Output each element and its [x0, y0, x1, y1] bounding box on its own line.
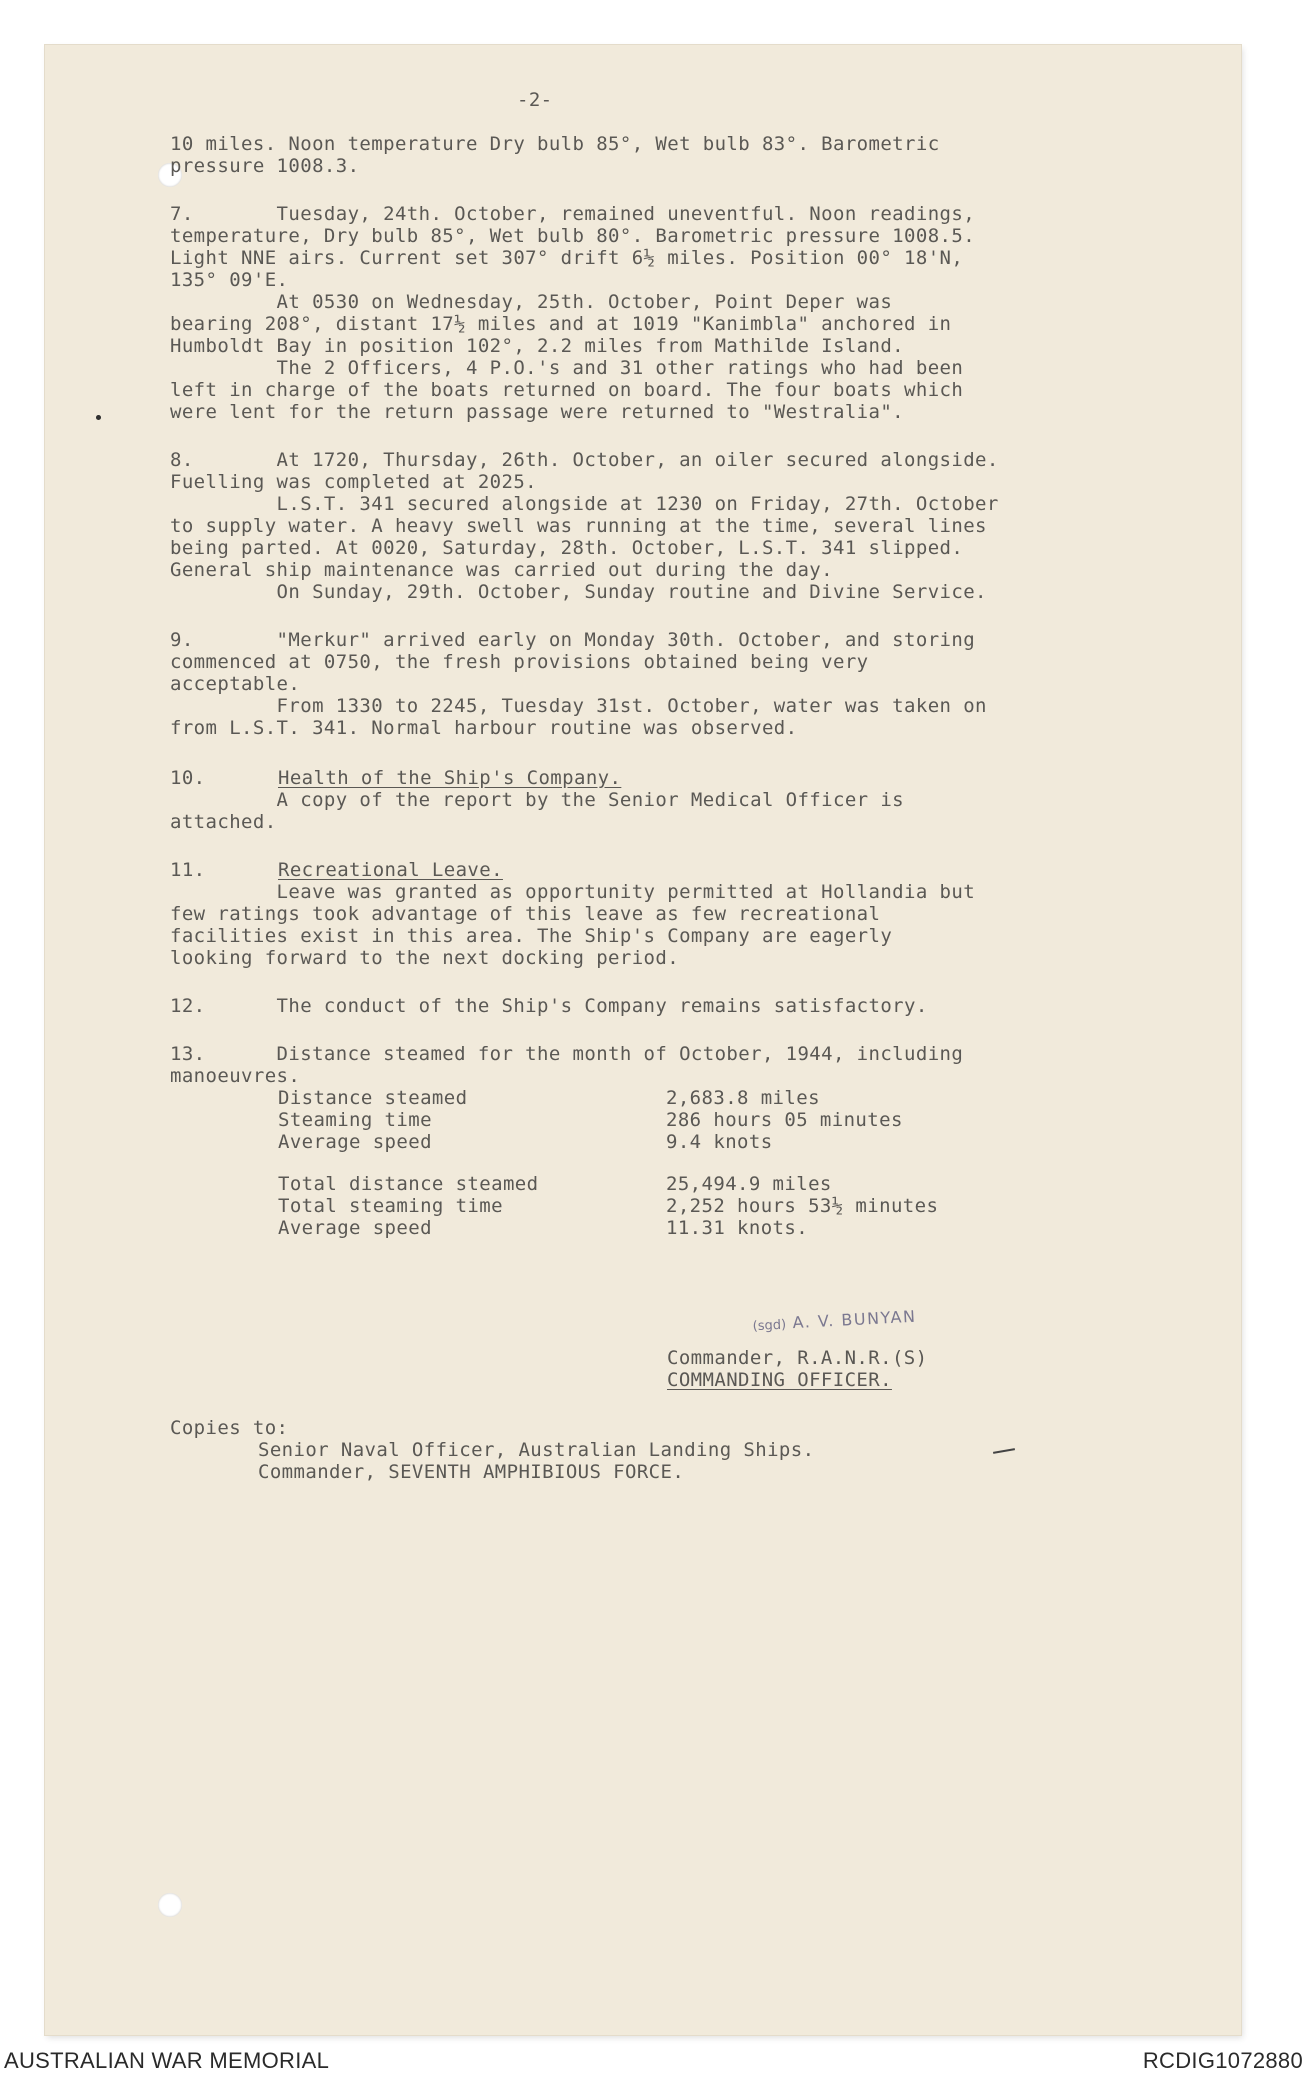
signature-rank: Commander, R.A.N.R.(S)	[667, 1347, 928, 1369]
copies-recipient: Senior Naval Officer, Australian Landing Ships.	[258, 1439, 815, 1461]
text-line: 12. The conduct of the Ship's Company remains satisfactory.	[170, 995, 928, 1017]
text-line: manoeuvres.	[170, 1065, 301, 1087]
text-line: being parted. At 0020, Saturday, 28th. October, L.S.T. 341 slipped.	[170, 537, 964, 559]
stat-value: 9.4 knots	[666, 1131, 773, 1153]
section-number: 10.	[170, 767, 206, 789]
text-line: Light NNE airs. Current set 307° drift 6½ miles. Position 00° 18'N,	[170, 247, 964, 269]
text-line: attached.	[170, 811, 277, 833]
document-sheet	[45, 45, 1241, 2035]
signature-title: COMMANDING OFFICER.	[667, 1369, 892, 1391]
text-line: commenced at 0750, the fresh provisions obtained being very	[170, 651, 869, 673]
section-heading-health: Health of the Ship's Company.	[278, 767, 622, 789]
text-line: Leave was granted as opportunity permitted at Hollandia but	[170, 881, 976, 903]
text-line: 9. "Merkur" arrived early on Monday 30th. October, and storing	[170, 629, 976, 651]
stat-label: Total distance steamed	[278, 1173, 539, 1195]
section-heading-leave: Recreational Leave.	[278, 859, 503, 881]
text-line: 8. At 1720, Thursday, 26th. October, an oiler secured alongside.	[170, 449, 999, 471]
text-line: 10 miles. Noon temperature Dry bulb 85°, Wet bulb 83°. Barometric	[170, 133, 940, 155]
text-line: The 2 Officers, 4 P.O.'s and 31 other ratings who had been	[170, 357, 964, 379]
page-number: -2-	[517, 89, 553, 111]
text-line: facilities exist in this area. The Ship's Company are eagerly	[170, 925, 893, 947]
stat-label: Distance steamed	[278, 1087, 468, 1109]
text-line: General ship maintenance was carried out during the day.	[170, 559, 833, 581]
stat-label: Steaming time	[278, 1109, 432, 1131]
stat-label: Total steaming time	[278, 1195, 503, 1217]
stat-value: 2,252 hours 53½ minutes	[666, 1195, 939, 1217]
text-line: from L.S.T. 341. Normal harbour routine was observed.	[170, 717, 798, 739]
text-line: Humboldt Bay in position 102°, 2.2 miles from Mathilde Island.	[170, 335, 905, 357]
stamp-prefix: (sgd)	[752, 1317, 787, 1335]
stat-value: 2,683.8 miles	[666, 1087, 820, 1109]
text-line: Fuelling was completed at 2025.	[170, 471, 538, 493]
text-line: looking forward to the next docking period.	[170, 947, 680, 969]
footer-left: AUSTRALIAN WAR MEMORIAL	[4, 2048, 330, 2073]
text-line: 7. Tuesday, 24th. October, remained uneventful. Noon readings,	[170, 203, 976, 225]
copies-label: Copies to:	[170, 1417, 289, 1439]
text-line: were lent for the return passage were returned to "Westralia".	[170, 401, 905, 423]
stat-label: Average speed	[278, 1217, 432, 1239]
stat-label: Average speed	[278, 1131, 432, 1153]
footer-right: RCDIG1072880	[1142, 2048, 1303, 2073]
stat-value: 25,494.9 miles	[666, 1173, 832, 1195]
text-line: 13. Distance steamed for the month of October, 1944, including	[170, 1043, 964, 1065]
text-line: pressure 1008.3.	[170, 155, 360, 177]
text-line: L.S.T. 341 secured alongside at 1230 on Friday, 27th. October	[170, 493, 999, 515]
stat-value: 11.31 knots.	[666, 1217, 809, 1239]
text-line: to supply water. A heavy swell was running at the time, several lines	[170, 515, 987, 537]
text-line: At 0530 on Wednesday, 25th. October, Point Deper was	[170, 291, 893, 313]
text-line: bearing 208°, distant 17½ miles and at 1019 "Kanimbla" anchored in	[170, 313, 952, 335]
stamp-name: A. V. BUNYAN	[792, 1306, 917, 1333]
typed-text-block	[45, 45, 1241, 1563]
text-line: temperature, Dry bulb 85°, Wet bulb 80°. Barometric pressure 1008.5.	[170, 225, 976, 247]
text-line: 135° 09'E.	[170, 269, 289, 291]
text-line: few ratings took advantage of this leave as few recreational	[170, 903, 881, 925]
text-line: acceptable.	[170, 673, 301, 695]
text-line: A copy of the report by the Senior Medical Officer is	[170, 789, 905, 811]
punch-hole-bottom	[158, 1893, 182, 1917]
text-line: On Sunday, 29th. October, Sunday routine and Divine Service.	[170, 581, 987, 603]
signature-stamp	[712, 1288, 918, 1356]
text-line: left in charge of the boats returned on board. The four boats which	[170, 379, 964, 401]
section-number: 11.	[170, 859, 206, 881]
copies-recipient: Commander, SEVENTH AMPHIBIOUS FORCE.	[258, 1461, 685, 1483]
text-line: From 1330 to 2245, Tuesday 31st. October, water was taken on	[170, 695, 987, 717]
stat-value: 286 hours 05 minutes	[666, 1109, 903, 1131]
